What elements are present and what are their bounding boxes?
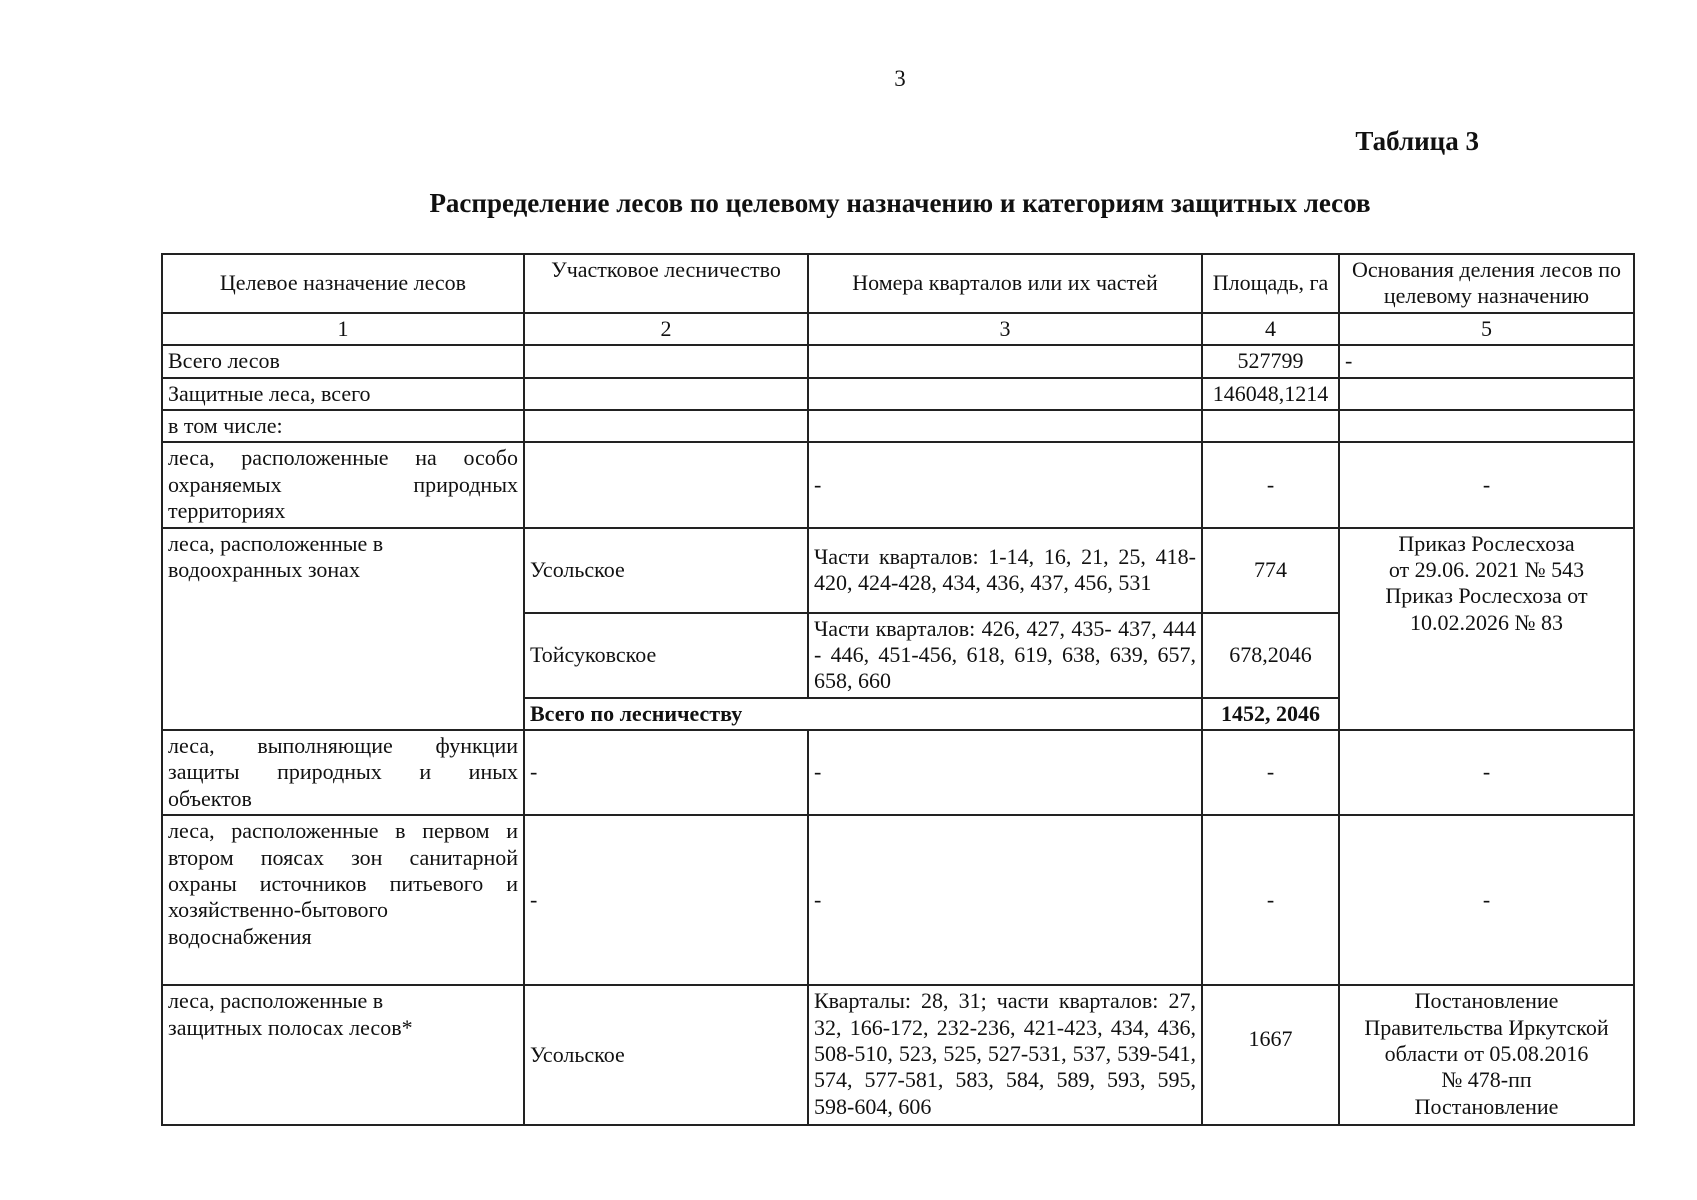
row-forestry [524,410,808,442]
row-area: - [1202,815,1339,985]
basis-line: Постановление [1414,988,1559,1014]
header-row [162,254,1634,313]
header-forestry: Участковое лесничество [524,254,808,313]
forestry-total-label: Всего по лесничеству [524,698,1202,730]
row-name-line: территориях [168,498,286,524]
header-quarters: Номера кварталов или их частей [808,254,1202,313]
table-row [162,410,1634,442]
row-quarters: Части кварталов: 426, 427, 435- 437, 444 - 446, 451-456, 618, 619, 638, 639, 657, 658, 660 [808,613,1202,698]
row-name-line: объектов [168,785,252,811]
basis-line: Правительства Иркутской [1364,1014,1609,1040]
header-area: Площадь, га [1202,254,1339,313]
row-name: леса, расположенные в водоохранных зонах [162,528,524,731]
row-forestry [524,345,808,377]
column-number: 3 [808,313,1202,345]
row-basis [1339,985,1634,1125]
row-quarters [808,410,1202,442]
row-area: - [1202,442,1339,527]
row-name-line: защитных полосах лесов* [168,1014,413,1040]
row-name [162,985,524,1125]
row-area: - [1202,730,1339,815]
row-quarters: Части кварталов: 1-14, 16, 21, 25, 418-420, 424-428, 434, 436, 437, 456, 531 [808,528,1202,613]
table-row [162,345,1634,377]
row-name [162,730,524,815]
forest-distribution-table [161,253,1635,1126]
row-basis [1339,410,1634,442]
row-quarters [808,378,1202,410]
basis-line: № 478-пп [1441,1067,1532,1093]
row-basis: - [1339,442,1634,527]
row-name-line: втором поясах зон санитарной [168,844,518,870]
row-forestry: - [524,815,808,985]
row-name-line: леса, расположенные в первом и [168,818,518,844]
row-name-line: хозяйственно-бытового [168,897,389,923]
row-name-line: защиты природных и иных [168,759,518,785]
row-name [162,442,524,527]
row-forestry: Тойсуковское [524,613,808,698]
table-row [162,730,1634,815]
row-area: 146048,1214 [1202,378,1339,410]
row-area: 774 [1202,528,1339,613]
page-number: 3 [894,66,906,91]
row-name-line: леса, расположенные на особо [168,445,518,471]
row-area: 678,2046 [1202,613,1339,698]
column-number-row [162,313,1634,345]
row-basis: - [1339,730,1634,815]
row-name-line: водоснабжения [168,923,312,949]
row-basis: - [1339,345,1634,377]
row-area [1202,410,1339,442]
column-number: 1 [162,313,524,345]
table-row [162,442,1634,527]
row-area: 1667 [1202,985,1339,1125]
row-name-line: леса, расположенные в [168,988,384,1014]
row-forestry: Усольское [524,985,808,1125]
row-basis [1339,378,1634,410]
header-basis: Основания деления лесов по целевому назначению [1339,254,1634,313]
row-forestry [524,442,808,527]
row-basis [1339,528,1634,731]
table-row [162,378,1634,410]
row-quarters: Кварталы: 28, 31; части кварталов: 27, 32, 166-172, 232-236, 421-423, 434, 436, 508-510, 523, 525, 527-531, 537, 539-541, 574, 577-581, 583, 584, 589, 593, 595, 598-604, 606 [808,985,1202,1125]
column-number: 2 [524,313,808,345]
forestry-total-area: 1452, 2046 [1202,698,1339,730]
table-row [162,528,1634,613]
row-quarters [808,345,1202,377]
table-label: Таблица 3 [1355,126,1479,156]
row-forestry [524,378,808,410]
row-name-line: леса, выполняющие функции [168,733,518,759]
column-number: 4 [1202,313,1339,345]
basis-line: Приказ Рослесхоза от [1385,583,1588,609]
column-number: 5 [1339,313,1634,345]
header-purpose: Целевое назначение лесов [162,254,524,313]
row-name: в том числе: [162,410,524,442]
row-name: Защитные леса, всего [162,378,524,410]
basis-line: Постановление [1414,1093,1559,1119]
row-forestry: Усольское [524,528,808,613]
basis-line: от 29.06. 2021 № 543 [1388,556,1585,582]
row-name-line: охраны источников питьевого и [168,871,518,897]
row-area: 527799 [1202,345,1339,377]
table-row [162,985,1634,1125]
basis-line: Приказ Рослесхоза [1398,530,1575,556]
row-basis: - [1339,815,1634,985]
row-quarters: - [808,815,1202,985]
row-name: Всего лесов [162,345,524,377]
document-title: Распределение лесов по целевому назначению и категориям защитных лесов [429,188,1371,218]
basis-line: 10.02.2026 № 83 [1410,609,1563,635]
row-name [162,815,524,985]
row-quarters: - [808,730,1202,815]
row-name-line: охраняемых природных [168,471,518,497]
row-quarters: - [808,442,1202,527]
row-forestry: - [524,730,808,815]
table-row [162,815,1634,985]
basis-line: области от 05.08.2016 [1384,1041,1589,1067]
